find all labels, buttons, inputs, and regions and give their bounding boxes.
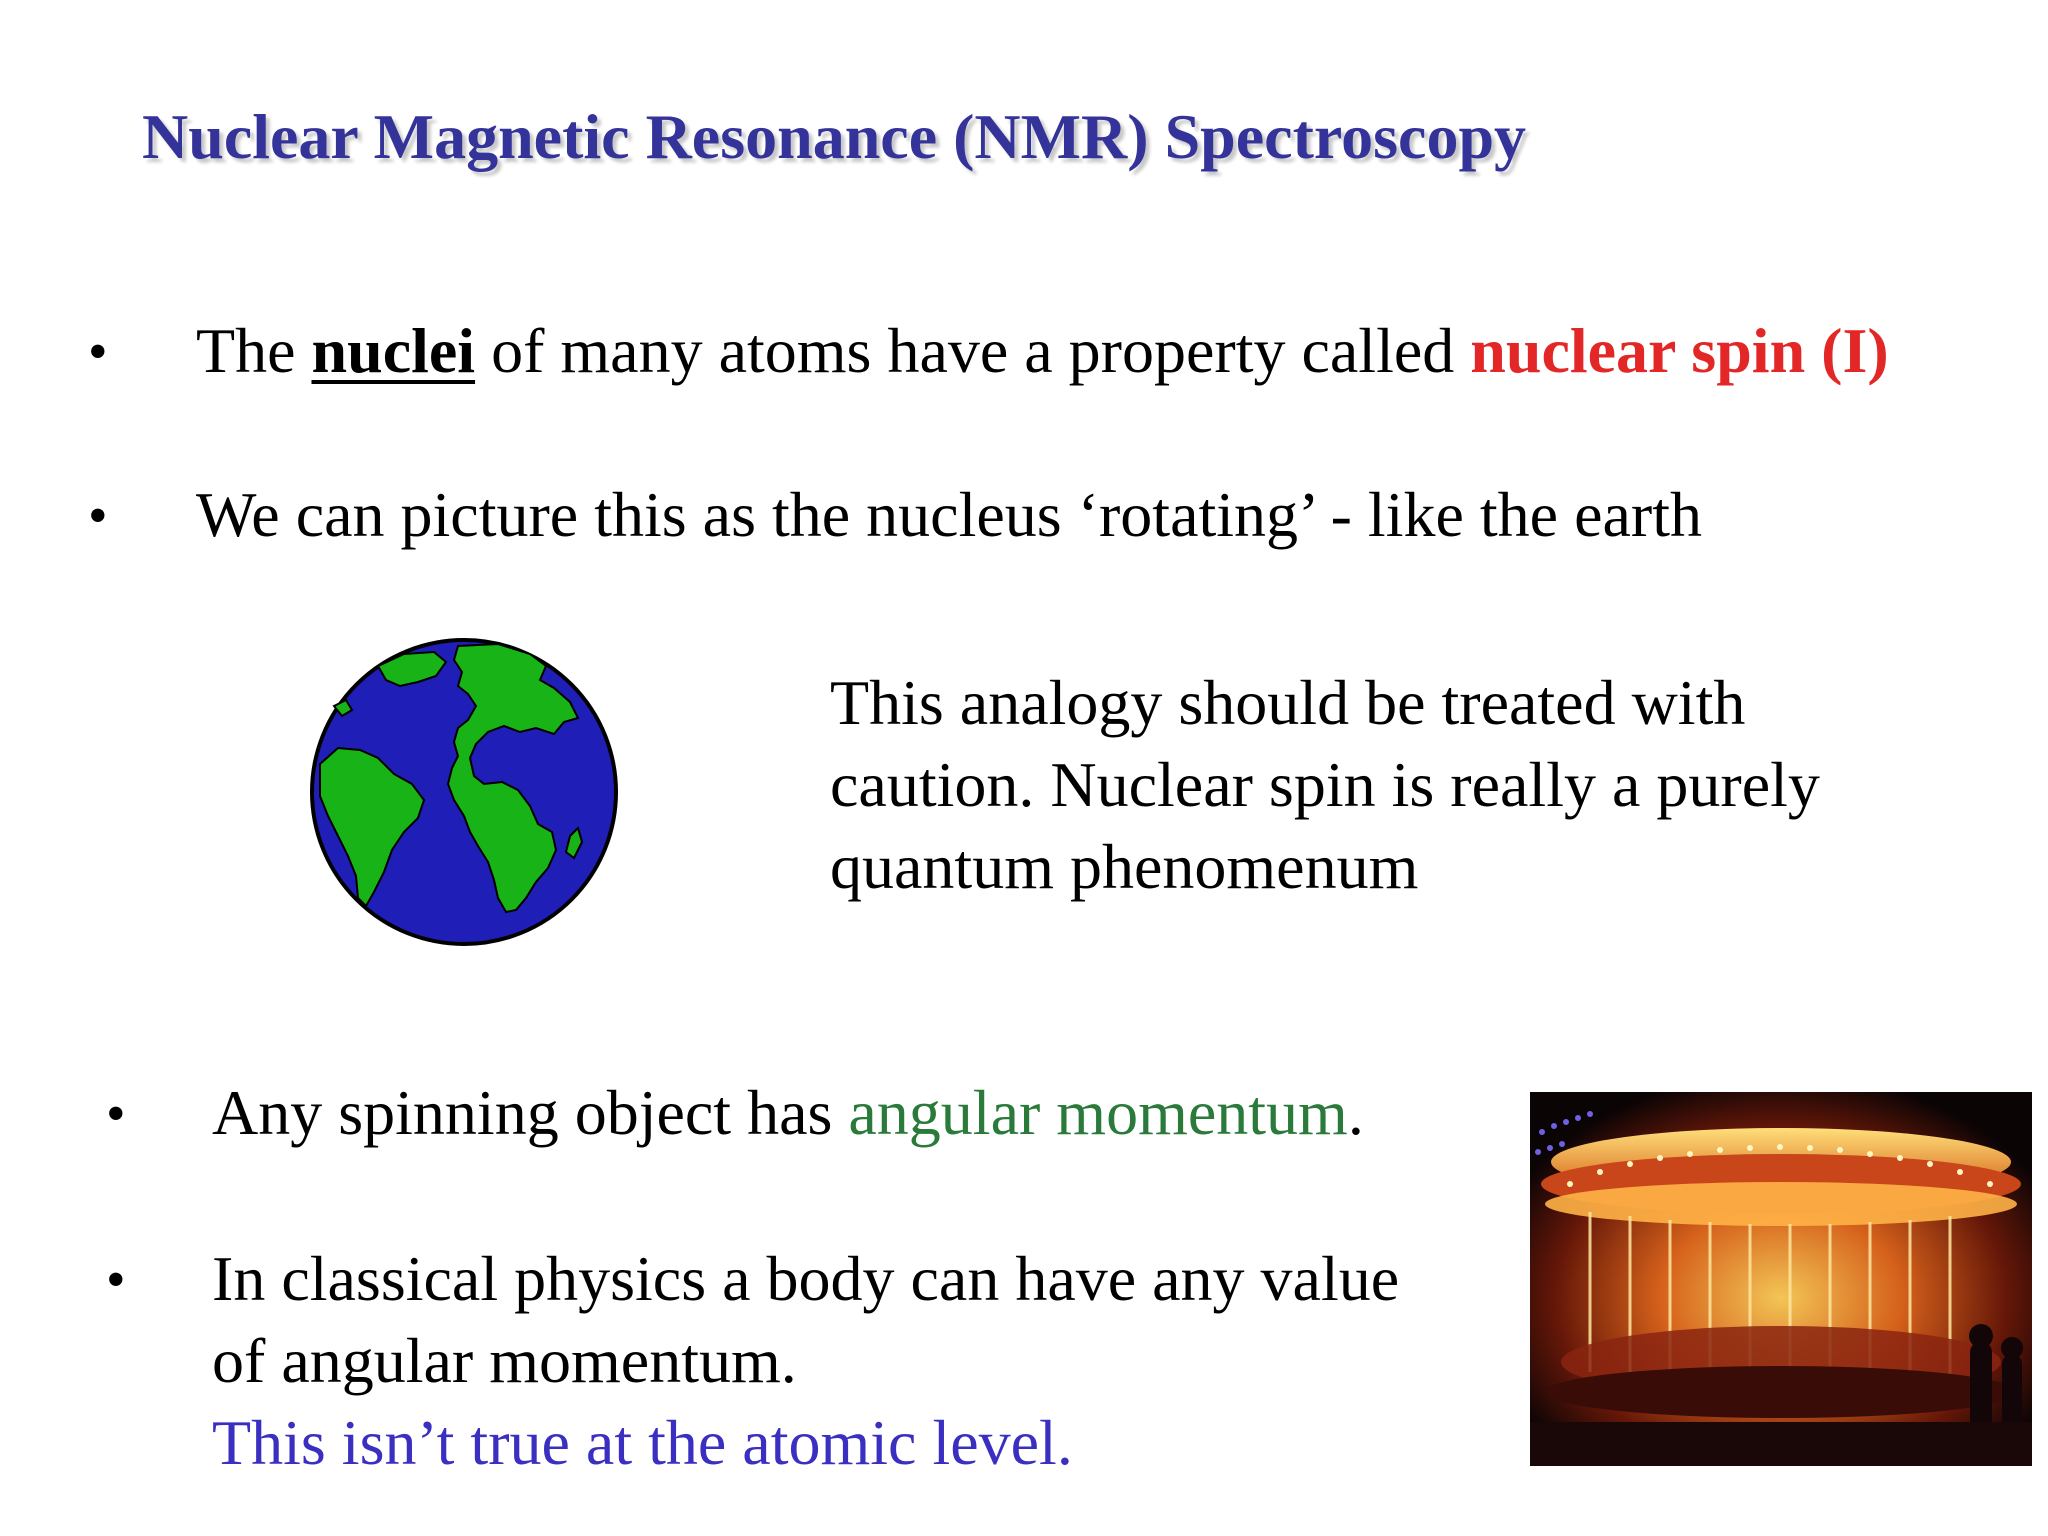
bullet-text: In classical physics a body can have any value — [212, 1243, 1400, 1314]
bullet-icon: • — [106, 1083, 126, 1145]
note-line: quantum phenomenum — [830, 831, 1419, 902]
bullet-earth-analogy: We can picture this as the nucleus ‘rotating’ - like the earth — [196, 479, 1702, 550]
bullet-angular-momentum — [212, 1072, 1364, 1154]
earth-globe-icon — [308, 636, 620, 948]
bullet-nuclear-spin — [196, 310, 1889, 392]
angular-momentum-emphasis: angular momentum — [848, 1077, 1348, 1148]
bullet-text: of many atoms have a property called — [475, 315, 1471, 386]
bullet-icon: • — [88, 321, 108, 383]
bullet-text: of angular momentum. — [212, 1325, 797, 1396]
nuclei-emphasis: nuclei — [311, 315, 476, 386]
note-line: This analogy should be treated with — [830, 667, 1746, 738]
nuclear-spin-emphasis: nuclear spin (I) — [1470, 315, 1889, 386]
slide-title: Nuclear Magnetic Resonance (NMR) Spectroscopy — [142, 101, 1527, 172]
carousel-photo — [1530, 1092, 2032, 1466]
bullet-icon: • — [106, 1249, 126, 1311]
bullet-text: . — [1347, 1077, 1364, 1148]
analogy-caution-note — [830, 662, 1820, 908]
bullet-text: Any spinning object has — [212, 1077, 849, 1148]
bullet-text: The — [196, 315, 312, 386]
atomic-level-emphasis: This isn’t true at the atomic level. — [212, 1407, 1073, 1478]
note-line: caution. Nuclear spin is really a purely — [830, 749, 1820, 820]
bullet-icon: • — [88, 485, 108, 547]
bullet-classical-physics — [212, 1238, 1399, 1484]
